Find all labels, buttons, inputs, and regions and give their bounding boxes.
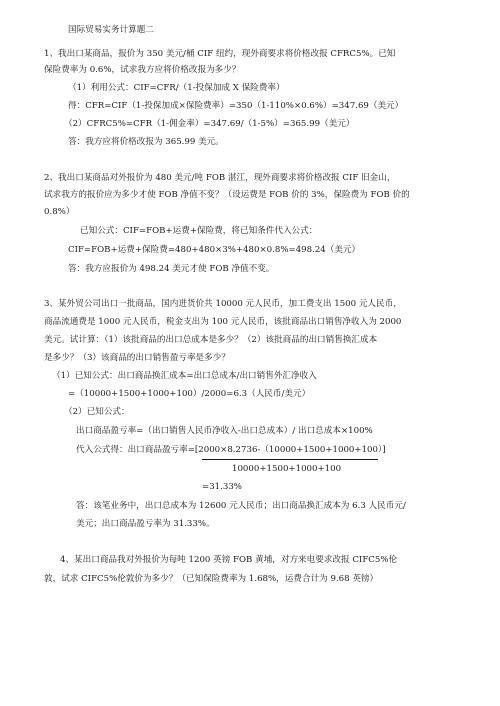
- q3-answer-4: 出口商品盈亏率=（出口销售人民币净收入-出口总成本）/ 出口总成本×100%: [76, 426, 373, 436]
- q2-line-1: 2、我出口某商品对外报价为 480 美元/吨 FOB 湛江，现外商要求将价格改报 CIF 旧金山，: [44, 173, 396, 183]
- q3-answer-3: （2）已知公式：: [64, 407, 130, 417]
- document-title: 国际贸易实务计算题二: [68, 25, 154, 35]
- q3-formula-result: =31.33%: [202, 482, 242, 492]
- q4-line-1: 4、某出口商品我对外报价为每吨 1200 英镑 FOB 黄埔，对方来电要求改报 CIFC5%伦: [60, 555, 398, 565]
- q3-answer-2: =（10000+1500+1000+100）/2000=6.3（人民币/美元）: [68, 389, 311, 399]
- q3-line-4: 是多少？（3）该商品的出口销售盈亏率是多少？: [44, 353, 230, 363]
- q2-line-3: 0.8%）: [44, 207, 75, 217]
- q3-formula-numerator: 代入公式得：出口商品盈亏率=[2000×8.2736-（10000+1500+1000+100）]: [76, 445, 386, 455]
- q1-answer-1: （1）利用公式：CIF=CFR/（1-投保加成 X 保险费率）: [68, 83, 285, 93]
- q3-answer-1: （1）已知公式：出口商品换汇成本=出口总成本/出口销售外汇净收入: [52, 371, 317, 381]
- q3-formula-denominator: 10000+1500+1000+100: [232, 464, 342, 474]
- q4-line-2: 敦，试求 CIFC5%伦敦价为多少？（已知保险费率为 1.68%，运费合计为 9.68 英镑）: [44, 574, 379, 584]
- q1-line-2: 保险费率为 0.6%，试求我方应将价格改报为多少？: [44, 65, 241, 75]
- q3-answer-9: 美元；出口商品盈亏率为 31.33%。: [76, 519, 215, 529]
- q3-line-3: 美元。试计算：（1）该批商品的出口总成本是多少？（2）该批商品的出口销售换汇成本: [44, 335, 378, 345]
- q2-line-2: 试求我方的报价应为多少才使 FOB 净值不变？（设运费是 FOB 价的 3%，保险费为 FOB 价的: [44, 190, 410, 200]
- q1-answer-2: 得：CFR=CIF（1-投保加成×保险费率）=350（1-110%×0.6%）=347.69（美元）: [68, 101, 404, 111]
- q3-line-2: 商品流通费是 1000 元人民币，税金支出为 100 元人民币，该批商品出口销售净收入为 2000: [44, 317, 402, 327]
- q2-answer-2: CIF=FOB+运费+保险费=480+480×3%+480×0.8%=498.24（美元）: [68, 245, 361, 255]
- q2-answer-1: 已知公式：CIF=FOB+运费+保险费，将已知条件代入公式：: [80, 226, 318, 236]
- q1-answer-4: 答：我方应将价格改报为 365.99 美元。: [68, 137, 224, 147]
- fraction-bar: [202, 459, 378, 460]
- q1-line-1: 1、我出口某商品，报价为 350 美元/桶 CIF 纽约，现外商要求将价格改报 CFRC5%。已知: [44, 49, 396, 59]
- q2-answer-3: 答：我方应报价为 498.24 美元才使 FOB 净值不变。: [68, 264, 275, 274]
- q3-line-1: 3、某外贸公司出口一批商品，国内进货价共 10000 元人民币，加工费支出 1500 元人民币，: [44, 299, 402, 309]
- q3-answer-8: 答：该笔业务中，出口总成本为 12600 元人民币；出口商品换汇成本为 6.3 人民币元/: [76, 501, 406, 511]
- q1-answer-3: （2）CFRC5%=CFR（1-佣金率）=347.69/（1-5%）=365.99（美元）: [64, 119, 355, 129]
